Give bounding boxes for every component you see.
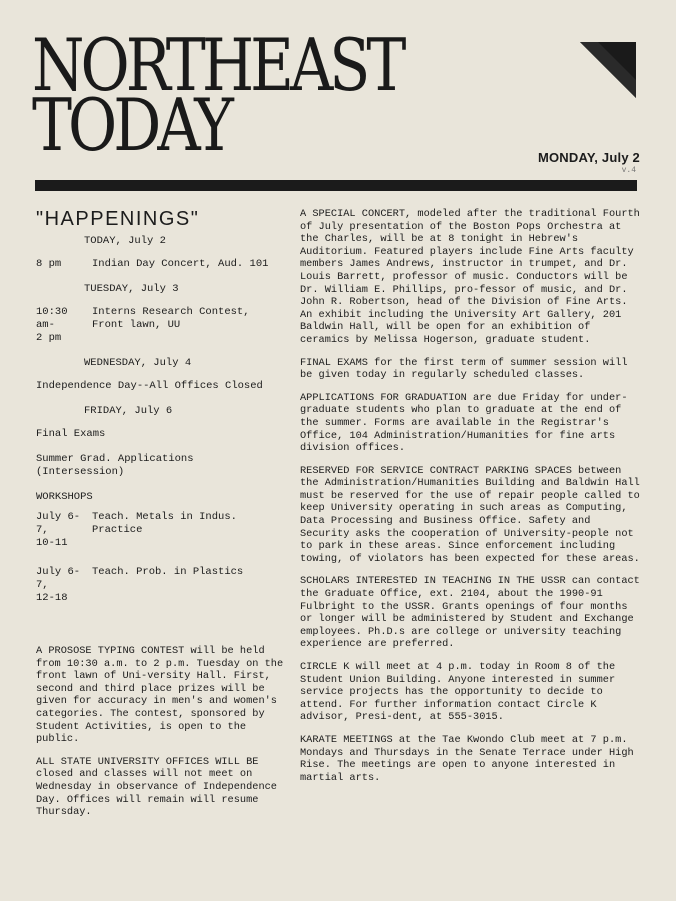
day-heading-today: TODAY, July 2 xyxy=(84,235,166,247)
left-column xyxy=(36,208,284,829)
workshop-time: July 6-7, 10-11 xyxy=(36,511,81,549)
article-paragraph: APPLICATIONS FOR GRADUATION are due Friday for under-graduate students who plan to graduate at the end of the summer. Forms are available in the Registrar's Office, 104 Administration/Humanities for fine arts division offices. xyxy=(300,391,628,455)
corner-triangle-icon xyxy=(580,42,636,98)
event-time: 8 pm xyxy=(36,258,62,270)
article-paragraph: KARATE MEETINGS at the Tae Kwondo Club meet at 7 p.m. Mondays and Thursdays in the Senate Terrace under High Rise. The meetings are open to anyone interested in martial arts. xyxy=(300,733,634,784)
event-time: 10:30 am- 2 pm xyxy=(36,306,68,344)
issue-number: v.4 xyxy=(621,166,636,175)
workshop-item xyxy=(36,511,284,550)
workshops-heading: WORKSHOPS xyxy=(36,491,93,503)
masthead-title xyxy=(32,24,403,168)
workshop-item xyxy=(36,566,284,605)
event-item xyxy=(36,258,284,271)
workshop-desc: Teach. Metals in Indus. Practice xyxy=(92,511,237,536)
event-desc: Final Exams xyxy=(36,428,106,440)
event-item xyxy=(36,306,284,345)
right-column xyxy=(300,208,645,794)
article-paragraph: A SPECIAL CONCERT, modeled after the traditional Fourth of July presentation of the Boston Pops Orchestra at the Charles, will be at 8 tonight in Hebrew's Auditorium. Featured players include Fine Arts faculty members James Andrews, instructor in trumpet, and Dr. Louis Barrett, professor of music. Conductors will be Dr. William E. Phillips, pro-fessor of music, and Dr. John R. Robertson, head of the Division of Fine Arts. An exhibit including the University Art Gallery, 201 Baldwin Hall, will be open for an exhibition of ceramics by Melissa Hogerson, graduate student. xyxy=(300,208,640,346)
masthead-rule xyxy=(35,180,637,191)
article-paragraph: RESERVED FOR SERVICE CONTRACT PARKING SPACES between the Administration/Humanities Building and Baldwin Hall must be reserved for the use of repair people called to keep University operating in such areas as Computing, Data Processing and Business Office. Safety and Security asks the cooperation of University-people not to park in these areas. Since enforcement including towing, of violators has been expected for these areas. xyxy=(300,464,640,565)
article-paragraph: SCHOLARS INTERESTED IN TEACHING IN THE USSR can contact the Graduate Office, ext. 2104, about the 1990-91 Fulbright to the USSR. Grants openings of four months or longer will be administered by Student and Exchange employees. Ph.D.s are college or university teaching experience are preferred. xyxy=(300,575,640,651)
workshop-time: July 6-7, 12-18 xyxy=(36,566,81,604)
masthead-title-line1: NORTHEAST xyxy=(32,24,403,108)
day-heading-tuesday: TUESDAY, July 3 xyxy=(84,283,179,295)
event-desc: Interns Research Contest, Front lawn, UU xyxy=(92,306,250,331)
event-desc: Independence Day--All Offices Closed xyxy=(36,380,263,392)
happenings-title: "HAPPENINGS" xyxy=(36,208,200,230)
issue-date: MONDAY, July 2 xyxy=(537,150,640,165)
day-heading-friday: FRIDAY, July 6 xyxy=(84,405,173,417)
article-paragraph: ALL STATE UNIVERSITY OFFICES WILL BE closed and classes will not meet on Wednesday in observance of Independence Day. Offices will remain will resume Thursday. xyxy=(36,755,277,819)
article-paragraph: CIRCLE K will meet at 4 p.m. today in Room 8 of the Student Union Building. Anyone interested in summer service projects has the opportunity to decide to attend. For further information contact Circle K advisor, Presi-dent, at 555-3015. xyxy=(300,661,616,724)
article-paragraph: FINAL EXAMS for the first term of summer session will be given today in regularly scheduled classes. xyxy=(300,356,628,382)
masthead-title-line2: TODAY xyxy=(32,84,230,168)
event-desc: Summer Grad. Applications (Intersession) xyxy=(36,453,194,478)
day-heading-wednesday: WEDNESDAY, July 4 xyxy=(84,357,192,369)
event-desc: Indian Day Concert, Aud. 101 xyxy=(92,258,269,270)
article-paragraph: A PROSOSE TYPING CONTEST will be held from 10:30 a.m. to 2 p.m. Tuesday on the front lawn of Uni-versity Hall. First, second and third place prizes will be given for accuracy in men's and women's categories. The contest, sponsored by Student Activities, is open to the public. xyxy=(36,645,284,746)
workshop-desc: Teach. Prob. in Plastics xyxy=(92,566,244,578)
